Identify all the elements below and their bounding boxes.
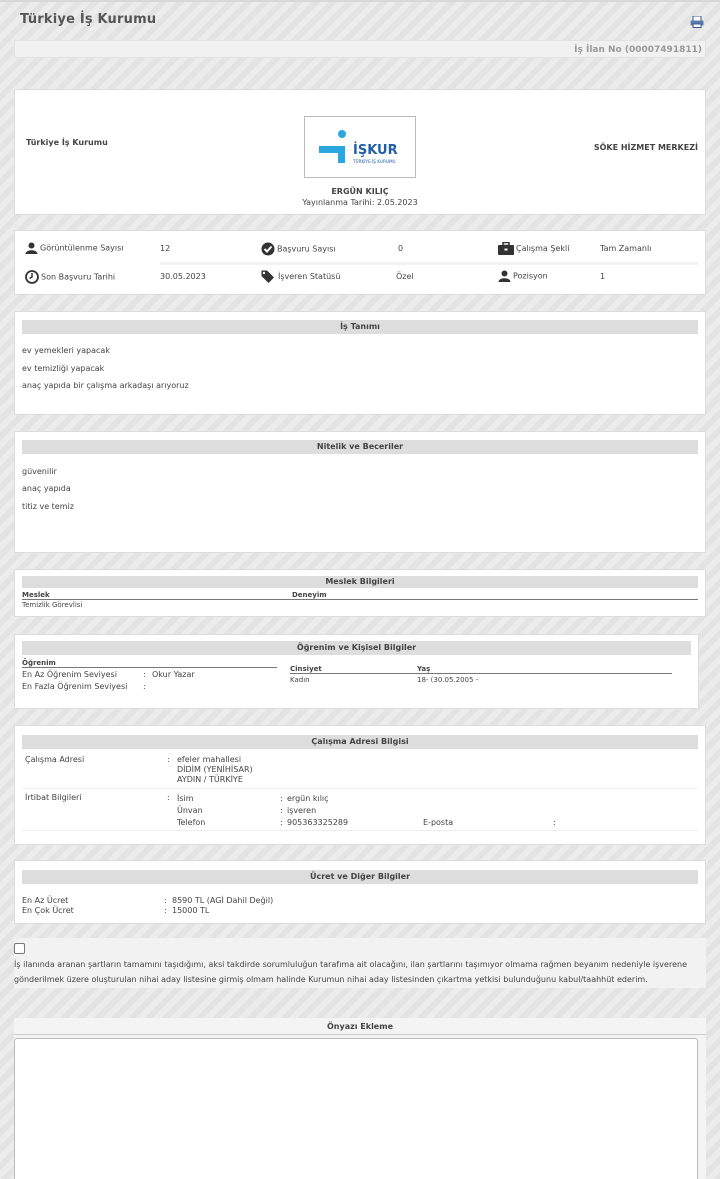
deneyim-column-header: Deneyim bbox=[292, 591, 327, 599]
printer-icon[interactable] bbox=[690, 16, 704, 28]
address-line: DİDİM (YENİHİSAR) bbox=[177, 765, 253, 774]
qualification-line: titiz ve temiz bbox=[22, 502, 74, 511]
personal-divider bbox=[290, 673, 672, 674]
contact-title-value: işveren bbox=[287, 806, 317, 815]
positions-label: Pozisyon bbox=[513, 271, 548, 281]
top-divider bbox=[0, 0, 720, 2]
user-icon bbox=[25, 242, 38, 254]
qualifications-panel bbox=[14, 431, 706, 553]
deadline-label: Son Başvuru Tarihi bbox=[41, 272, 116, 282]
tags-icon bbox=[261, 270, 276, 283]
views-stat bbox=[25, 242, 124, 254]
meslek-value: Temizlik Görevlisi bbox=[22, 601, 83, 609]
yas-header: Yaş bbox=[417, 665, 431, 673]
education-panel bbox=[14, 634, 699, 709]
job-description-title: İş Tanımı bbox=[22, 320, 698, 334]
applications-stat bbox=[261, 242, 336, 256]
education-title: Öğrenim ve Kişisel Bilgiler bbox=[22, 641, 691, 655]
salary-panel bbox=[14, 860, 706, 924]
logo-text: İŞKUR bbox=[353, 143, 398, 158]
employer-panel bbox=[14, 89, 706, 215]
work-type-label: Çalışma Şekli bbox=[516, 244, 570, 253]
salary-title: Ücret ve Diğer Bilgiler bbox=[22, 870, 698, 884]
org-name: Türkiye İş Kurumu bbox=[26, 138, 108, 147]
contact-name-label: İsim bbox=[177, 794, 194, 803]
min-salary-label: En Az Ücret bbox=[22, 896, 69, 905]
work-type-value: Tam Zamanlı bbox=[600, 244, 652, 253]
stats-divider bbox=[160, 262, 698, 265]
publish-date: Yayınlanma Tarihi: 2.05.2023 bbox=[302, 198, 418, 207]
cover-letter-divider bbox=[14, 1034, 706, 1035]
clock-icon bbox=[25, 270, 39, 284]
agreement-checkbox[interactable] bbox=[14, 943, 25, 954]
colon: : bbox=[143, 682, 146, 691]
phone-value: 905363325289 bbox=[287, 818, 349, 827]
min-education-label: En Az Öğrenim Seviyesi bbox=[22, 670, 117, 679]
cover-letter-title: Önyazı Ekleme bbox=[326, 1022, 393, 1031]
cover-letter-textarea[interactable] bbox=[14, 1038, 698, 1179]
max-salary-label: En Çok Ücret bbox=[22, 906, 74, 915]
employer-status-label: İşveren Statüsü bbox=[278, 272, 341, 281]
positions-stat bbox=[498, 270, 548, 282]
contact-label: İrtibat Bilgileri bbox=[25, 793, 82, 802]
applications-value: 0 bbox=[398, 244, 404, 253]
cinsiyet-header: Cinsiyet bbox=[290, 665, 322, 673]
job-description-panel bbox=[14, 311, 706, 415]
meslek-column-header: Meslek bbox=[22, 591, 50, 599]
cinsiyet-value: Kadın bbox=[290, 676, 310, 684]
min-salary-value: 8590 TL (AGİ Dahil Değil) bbox=[172, 896, 274, 905]
yas-value: 18- (30.05.2005 - bbox=[417, 676, 479, 684]
user-icon bbox=[498, 270, 511, 282]
agreement-text: İş ilanında aranan şartların tamamını taşıdığımı, aksi takdirde sorumluluğun tarafıma ait olacağını, ilan şartlarını taşımıyor olmama rağmen beyanım nedeniyle işverene gönderilmek üzere oluşturulan nihai aday listesine girmiş olmam halinde Kurumun nihai aday listesinden çıkartma yetkisi bulunduğunu kabul/taahhüt ederim. bbox=[14, 960, 687, 984]
address-line: efeler mahallesi bbox=[177, 755, 242, 764]
colon: : bbox=[280, 818, 283, 827]
colon: : bbox=[164, 906, 167, 915]
colon: : bbox=[167, 755, 170, 764]
address-title: Çalışma Adresi Bilgisi bbox=[22, 735, 698, 749]
ogrenim-header: Öğrenim bbox=[22, 659, 56, 667]
contact-title-label: Ünvan bbox=[177, 806, 203, 815]
ogrenim-divider bbox=[22, 667, 277, 668]
profession-divider bbox=[22, 599, 698, 600]
brand-title: Türkiye İş Kurumu bbox=[20, 12, 157, 27]
office-name: SÖKE HİZMET MERKEZİ bbox=[593, 143, 698, 152]
job-description-line: anaç yapıda bir çalışma arkadaşı arıyoruz bbox=[22, 381, 189, 390]
iskur-logo-icon bbox=[305, 117, 415, 177]
employer-status-stat bbox=[261, 270, 340, 283]
check-circle-icon bbox=[261, 242, 275, 256]
contact-divider bbox=[22, 830, 698, 831]
views-value: 12 bbox=[160, 244, 171, 253]
job-description-line: ev yemekleri yapacak bbox=[22, 346, 110, 355]
deadline-value: 30.05.2023 bbox=[160, 272, 206, 281]
max-salary-value: 15000 TL bbox=[172, 906, 210, 915]
employer-name: ERGÜN KILIÇ bbox=[331, 187, 389, 196]
profession-panel bbox=[14, 569, 706, 617]
views-label: Görüntülenme Sayısı bbox=[40, 243, 124, 253]
applications-label: Başvuru Sayısı bbox=[277, 244, 336, 254]
employer-status-value: Özel bbox=[396, 272, 414, 281]
deadline-stat bbox=[25, 270, 115, 284]
colon: : bbox=[167, 793, 170, 802]
company-logo bbox=[304, 116, 416, 178]
ilan-number: İş İlan No (00007491811) bbox=[574, 45, 702, 55]
work-type-stat bbox=[498, 242, 569, 255]
address-line: AYDIN / TÜRKİYE bbox=[177, 775, 243, 784]
colon: : bbox=[143, 670, 146, 679]
qualification-line: anaç yapıda bbox=[22, 484, 71, 493]
address-divider bbox=[22, 788, 698, 789]
colon: : bbox=[280, 794, 283, 803]
colon: : bbox=[553, 818, 556, 827]
profession-title: Meslek Bilgileri bbox=[22, 576, 698, 588]
max-education-label: En Fazla Öğrenim Seviyesi bbox=[22, 682, 128, 691]
work-address-label: Çalışma Adresi bbox=[25, 755, 85, 764]
qualifications-title: Nitelik ve Beceriler bbox=[22, 440, 698, 454]
email-label: E-posta bbox=[423, 818, 454, 827]
job-description-line: ev temizliği yapacak bbox=[22, 364, 105, 373]
address-panel bbox=[14, 725, 706, 845]
positions-value: 1 bbox=[600, 272, 606, 281]
min-education-value: Okur Yazar bbox=[152, 670, 195, 679]
colon: : bbox=[280, 806, 283, 815]
briefcase-icon bbox=[498, 242, 514, 255]
colon: : bbox=[164, 896, 167, 905]
phone-label: Telefon bbox=[177, 818, 206, 827]
contact-name-value: ergün kılıç bbox=[287, 794, 329, 803]
logo-subtext: TÜRKİYE İŞ KURUMU bbox=[353, 159, 396, 164]
ilan-number-bar bbox=[14, 40, 706, 58]
stats-panel bbox=[14, 230, 706, 295]
qualification-line: güvenilir bbox=[22, 467, 57, 476]
